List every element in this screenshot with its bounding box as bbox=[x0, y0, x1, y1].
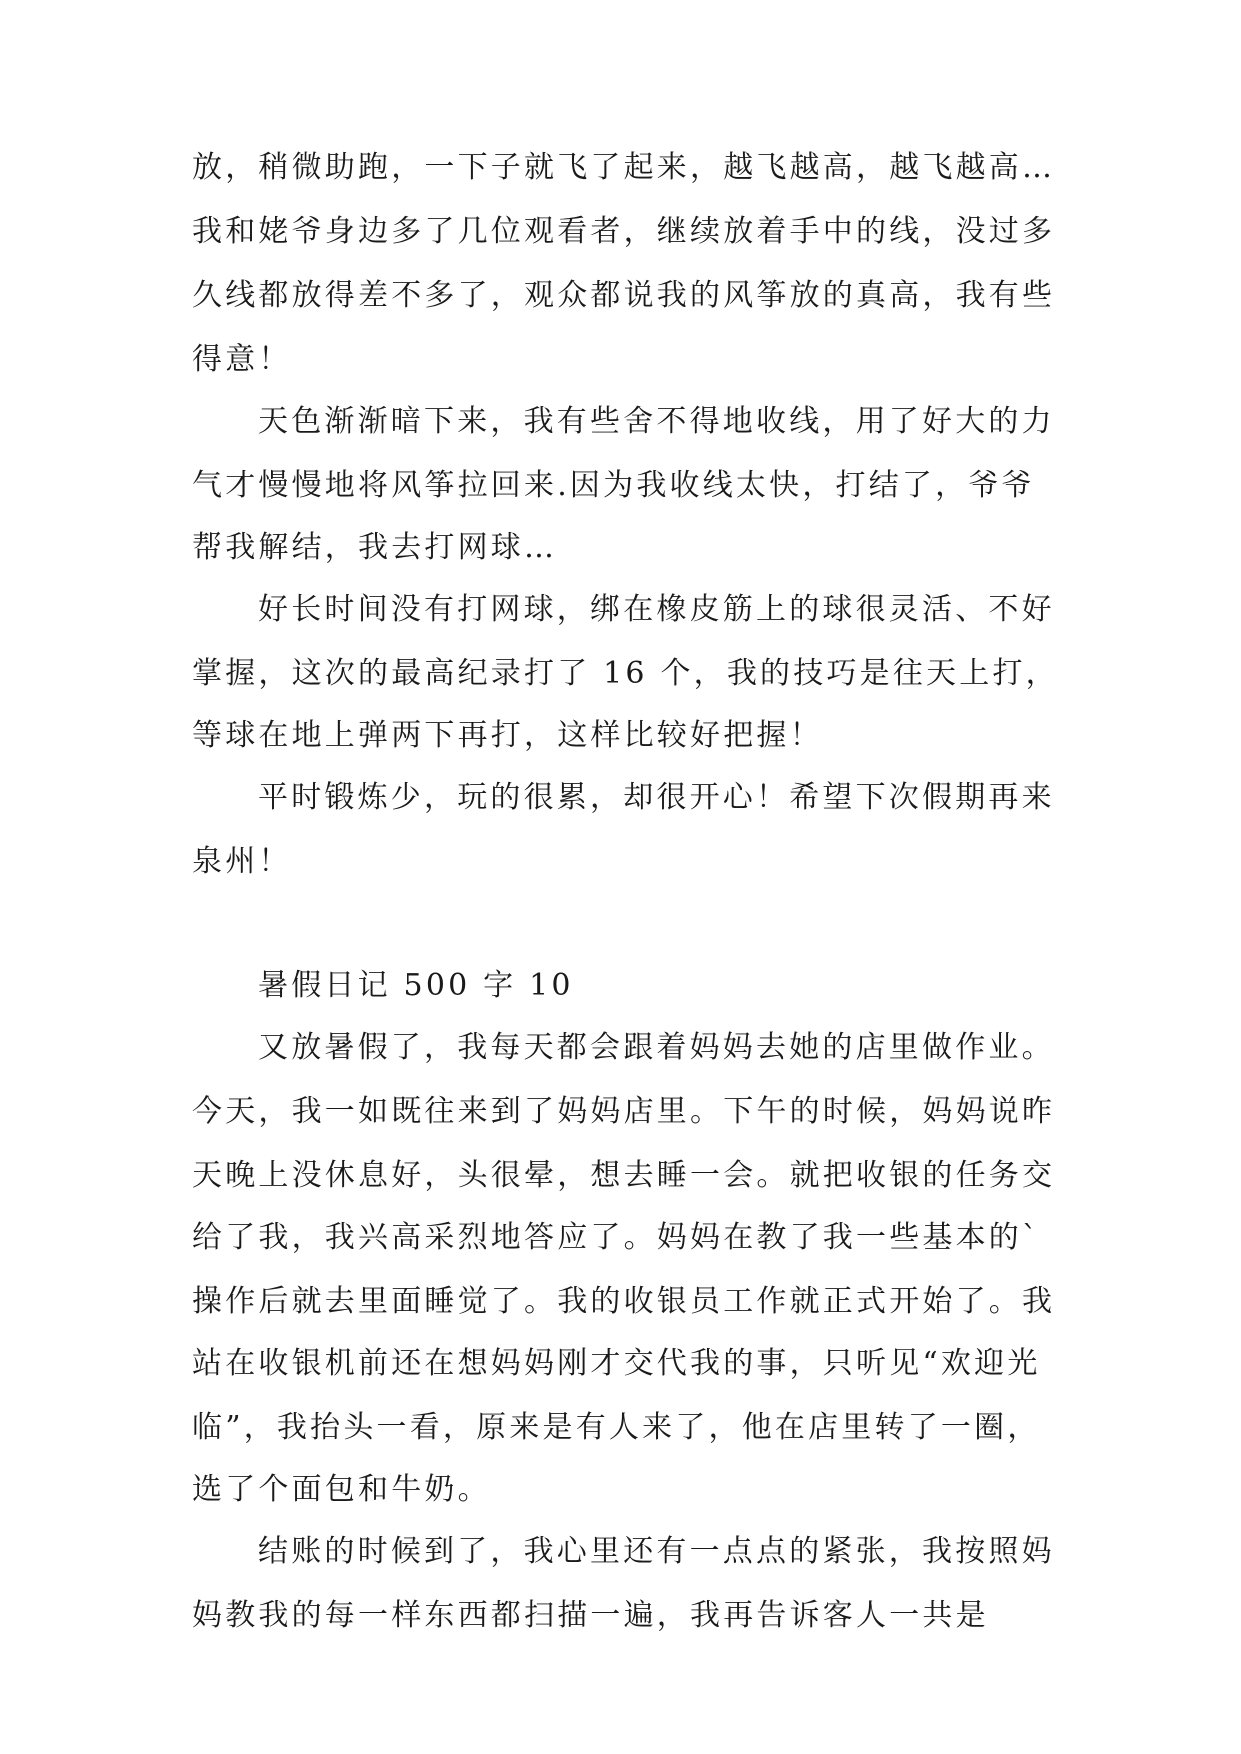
text-line: 放，稍微助跑，一下子就飞了起来，越飞越高，越飞越高… bbox=[192, 150, 1056, 185]
paragraph-start-line: 结账的时候到了，我心里还有一点点的紧张，我按照妈 bbox=[258, 1534, 1055, 1569]
text-line: 操作后就去里面睡觉了。我的收银员工作就正式开始了。我 bbox=[192, 1284, 1056, 1319]
text-line: 得意！ bbox=[192, 342, 292, 377]
text-line: 泉州！ bbox=[192, 844, 292, 879]
text-line: 等球在地上弹两下再打，这样比较好把握！ bbox=[192, 718, 823, 753]
text-line: 今天，我一如既往来到了妈妈店里。下午的时候，妈妈说昨 bbox=[192, 1094, 1056, 1129]
text-line: 气才慢慢地将风筝拉回来.因为我收线太快，打结了，爷爷 bbox=[192, 468, 1035, 503]
text-line: 临”，我抬头一看，原来是有人来了，他在店里转了一圈， bbox=[192, 1410, 1041, 1445]
text-line: 掌握，这次的最高纪录打了 16 个，我的技巧是往天上打， bbox=[192, 656, 1059, 691]
text-line: 给了我，我兴高采烈地答应了。妈妈在教了我一些基本的` bbox=[192, 1220, 1041, 1255]
paragraph-start-line: 平时锻炼少，玩的很累，却很开心！希望下次假期再来 bbox=[258, 780, 1055, 815]
text-line: 妈教我的每一样东西都扫描一遍，我再告诉客人一共是 bbox=[192, 1598, 989, 1633]
text-line: 久线都放得差不多了，观众都说我的风筝放的真高，我有些 bbox=[192, 278, 1056, 313]
text-line: 帮我解结，我去打网球… bbox=[192, 530, 558, 565]
text-line: 站在收银机前还在想妈妈刚才交代我的事，只听见“欢迎光 bbox=[192, 1346, 1041, 1381]
section-title: 暑假日记 500 字 10 bbox=[258, 968, 574, 1003]
paragraph-start-line: 好长时间没有打网球，绑在橡皮筋上的球很灵活、不好 bbox=[258, 592, 1055, 627]
text-line: 选了个面包和牛奶。 bbox=[192, 1472, 491, 1507]
paragraph-start-line: 天色渐渐暗下来，我有些舍不得地收线，用了好大的力 bbox=[258, 404, 1055, 439]
paragraph-start-line: 又放暑假了，我每天都会跟着妈妈去她的店里做作业。 bbox=[258, 1030, 1055, 1065]
text-line: 天晚上没休息好，头很晕，想去睡一会。就把收银的任务交 bbox=[192, 1158, 1056, 1193]
text-line: 我和姥爷身边多了几位观看者，继续放着手中的线，没过多 bbox=[192, 214, 1056, 249]
